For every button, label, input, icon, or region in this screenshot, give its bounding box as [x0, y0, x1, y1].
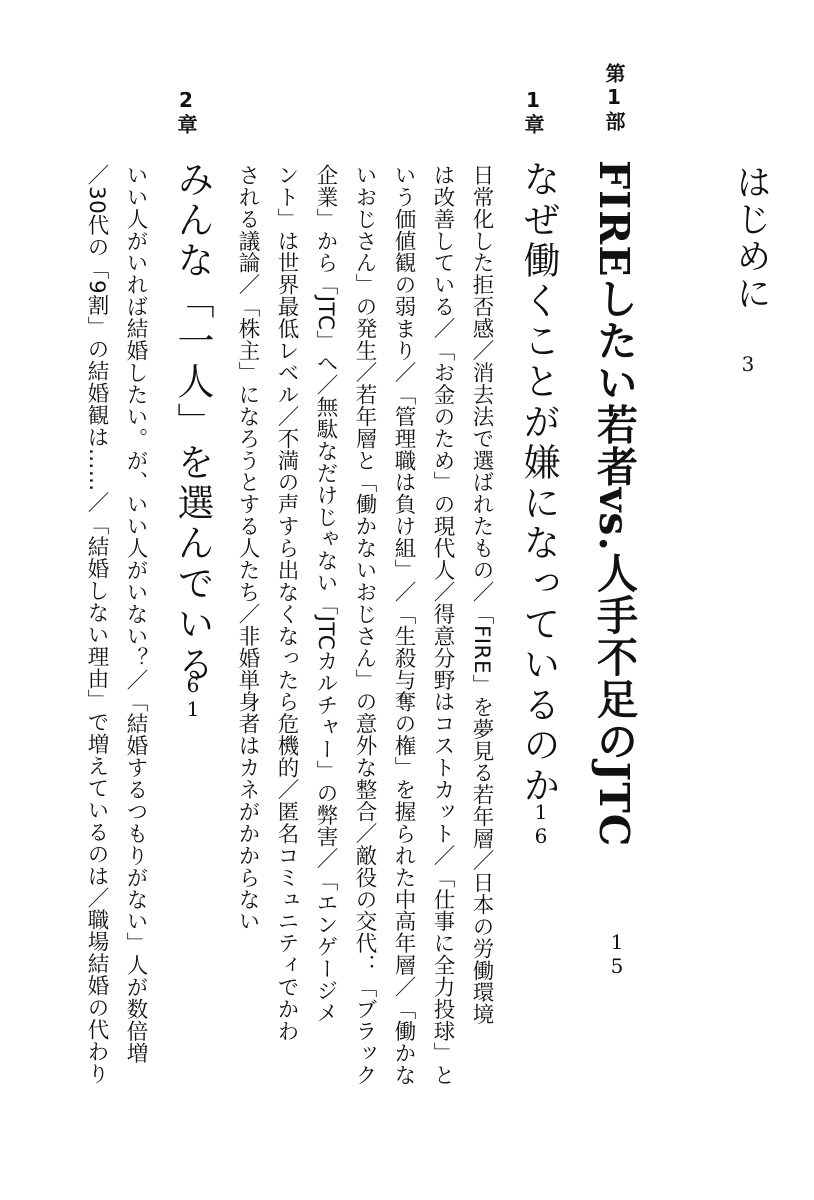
chapter-1-summary-line: 日常化した拒否感／消去法で選ばれたもの／「FIRE」を夢見る若年層／日本の労働環境 — [469, 164, 494, 1026]
chapter-1-summary-line: ント」は世界最低レベル／不満の声すら出なくなったら危機的／匿名コミュニティでかわ — [274, 164, 299, 1042]
part-1-label: 第1部 — [602, 63, 626, 133]
part-1-title[interactable]: FIREしたい若者vs.人手不足のJTC — [590, 160, 638, 848]
chapter-2-title[interactable]: みんな「一人」を選んでいる — [171, 160, 214, 686]
chapter-1-summary-line: 企業」から「JTC」へ／無駄なだけじゃない「JTCカルチャー」の弊害／「エンゲージメ — [313, 164, 338, 1024]
chapter-1-summary-line: は改善している／「お金のため」の現代人／得意分野はコストカット／「仕事に全力投球」と — [430, 164, 455, 1086]
chapter-1-page-number: 16 — [529, 800, 553, 848]
intro-title[interactable]: はじめに — [731, 164, 771, 312]
intro-page-number: 3 — [736, 352, 760, 376]
chapter-2-summary-line: ／30代の「9割」の結婚観は……／「結婚しない理由」で増えているのは／職場結婚の代わり — [84, 164, 109, 1085]
chapter-2-page-number: 61 — [181, 673, 205, 721]
chapter-1-title[interactable]: なぜ働くことが嫌になっているのか — [517, 160, 560, 807]
chapter-1-summary-line: いおじさん」の発生／若年層と「働かないおじさん」の意外な整合／敵役の交代：「ブラック — [352, 164, 377, 1086]
chapter-1-summary-line: される議論／「株主」になろうとする人たち／非婚単身者はカネがかからない — [235, 164, 260, 933]
part-1-page-number: 15 — [605, 930, 629, 978]
chapter-1-summary-line: いう価値観の弱まり／「管理職は負け組」／「生殺与奪の権」を握られた中高年層／「働かな — [391, 164, 416, 1086]
chapter-2-summary-line: いい人がいれば結婚したい。が、いい人がいない？／「結婚するつもりがない」人が数倍増 — [123, 164, 148, 1064]
chapter-1-label: 1章 — [521, 88, 545, 136]
chapter-2-label: 2章 — [174, 88, 198, 136]
